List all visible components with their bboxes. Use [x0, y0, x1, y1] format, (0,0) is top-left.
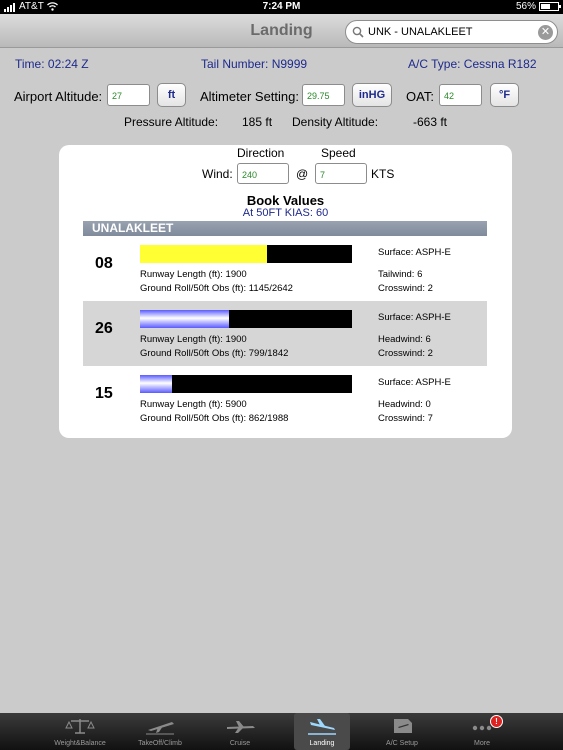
runway-usage-fill — [140, 310, 229, 328]
runway-surface: Surface: ASPH-E — [378, 312, 451, 323]
oat-unit-button[interactable]: °F — [490, 83, 519, 107]
page-title: Landing — [250, 22, 313, 39]
battery-percent: 56% — [515, 1, 536, 12]
airport-name-header: UNALAKLEET — [83, 221, 487, 236]
tab-weight-balance[interactable] — [52, 713, 108, 750]
runway-crosswind: Crosswind: 2 — [378, 283, 433, 294]
runway-usage-fill — [140, 375, 172, 393]
pressure-altitude-label: Pressure Altitude: — [124, 115, 219, 129]
ground-roll: Ground Roll/50ft Obs (ft): 799/1842 — [140, 348, 289, 359]
tab-more[interactable] — [454, 713, 510, 750]
wind-speed-field[interactable]: 7 — [315, 163, 367, 184]
wind-at-symbol: @ — [296, 167, 309, 181]
pressure-altitude-value: 185 ft — [242, 115, 273, 129]
tab-label: Landing — [309, 740, 335, 747]
search-icon — [352, 26, 364, 38]
tab-label: More — [474, 740, 490, 747]
carrier-name: AT&T — [19, 1, 44, 12]
runway-number: 08 — [95, 255, 113, 272]
tab-bar — [0, 713, 563, 750]
airport-search-input[interactable] — [368, 24, 536, 40]
runway-length: Runway Length (ft): 5900 — [140, 399, 247, 410]
altimeter-unit-button[interactable]: inHG — [352, 83, 392, 107]
airport-altitude-field[interactable]: 27 — [107, 84, 150, 106]
airport-altitude-label: Airport Altitude: — [14, 89, 103, 104]
aircraft-tag-icon — [374, 717, 430, 735]
runway-number: 26 — [95, 320, 113, 337]
runway-length: Runway Length (ft): 1900 — [140, 334, 247, 345]
status-time: 7:24 PM — [262, 1, 301, 12]
book-values-title: Book Values — [246, 193, 325, 208]
battery-level — [541, 4, 550, 9]
status-bar — [0, 0, 563, 14]
altimeter-setting-label: Altimeter Setting: — [200, 89, 299, 104]
more-badge: ! — [490, 715, 503, 728]
wind-unit: KTS — [371, 167, 395, 181]
oat-field[interactable]: 42 — [439, 84, 482, 106]
airport-search-box[interactable] — [345, 20, 558, 44]
runway-row[interactable] — [83, 366, 487, 431]
runway-usage-fill — [140, 245, 267, 263]
tail-number: Tail Number: N9999 — [201, 57, 308, 71]
tab-label: Weight&Balance — [54, 740, 106, 747]
runway-row[interactable] — [83, 236, 487, 301]
density-altitude-value: -663 ft — [413, 115, 448, 129]
tab-label: TakeOff/Climb — [138, 740, 182, 747]
tab-cruise[interactable] — [212, 713, 268, 750]
ground-roll: Ground Roll/50ft Obs (ft): 862/1988 — [140, 413, 289, 424]
runway-surface: Surface: ASPH-E — [378, 377, 451, 388]
runway-wind-component: Headwind: 6 — [378, 334, 431, 345]
runway-surface: Surface: ASPH-E — [378, 247, 451, 258]
runway-crosswind: Crosswind: 2 — [378, 348, 433, 359]
takeoff-plane-icon — [132, 717, 188, 735]
wind-direction-label: Direction — [237, 146, 285, 160]
wind-direction-field[interactable]: 240 — [237, 163, 289, 184]
landing-plane-icon — [294, 717, 350, 735]
altimeter-setting-field[interactable]: 29.75 — [302, 84, 345, 106]
tab-landing[interactable] — [294, 713, 350, 750]
clear-icon[interactable]: ✕ — [538, 25, 553, 40]
nav-bar — [0, 14, 563, 48]
runway-crosswind: Crosswind: 7 — [378, 413, 433, 424]
wind-label: Wind: — [202, 167, 233, 181]
scale-icon — [52, 717, 108, 735]
tab-takeoff-climb[interactable] — [132, 713, 188, 750]
cruise-plane-icon — [212, 717, 268, 735]
aircraft-type: A/C Type: Cessna R182 — [408, 57, 537, 71]
runway-wind-component: Tailwind: 6 — [378, 269, 423, 280]
tab-label: Cruise — [229, 740, 251, 747]
ground-roll: Ground Roll/50ft Obs (ft): 1145/2642 — [140, 283, 293, 294]
oat-label: OAT: — [406, 89, 434, 104]
book-values-subtitle: At 50FT KIAS: 60 — [242, 207, 329, 219]
runway-usage-bar — [140, 245, 352, 263]
tab-ac-setup[interactable] — [374, 713, 430, 750]
runway-length: Runway Length (ft): 1900 — [140, 269, 247, 280]
runway-wind-component: Headwind: 0 — [378, 399, 431, 410]
density-altitude-label: Density Altitude: — [292, 115, 379, 129]
wind-speed-label: Speed — [321, 146, 356, 160]
runway-usage-bar — [140, 375, 352, 393]
runway-number: 15 — [95, 385, 113, 402]
runway-row[interactable] — [83, 301, 487, 366]
battery-icon — [539, 2, 559, 11]
battery-info — [516, 1, 559, 12]
tab-label: A/C Setup — [386, 740, 418, 747]
time-zulu: Time: 02:24 Z — [15, 57, 89, 71]
runway-usage-bar — [140, 310, 352, 328]
airport-altitude-unit-button[interactable]: ft — [157, 83, 186, 107]
runway-card — [59, 145, 512, 438]
